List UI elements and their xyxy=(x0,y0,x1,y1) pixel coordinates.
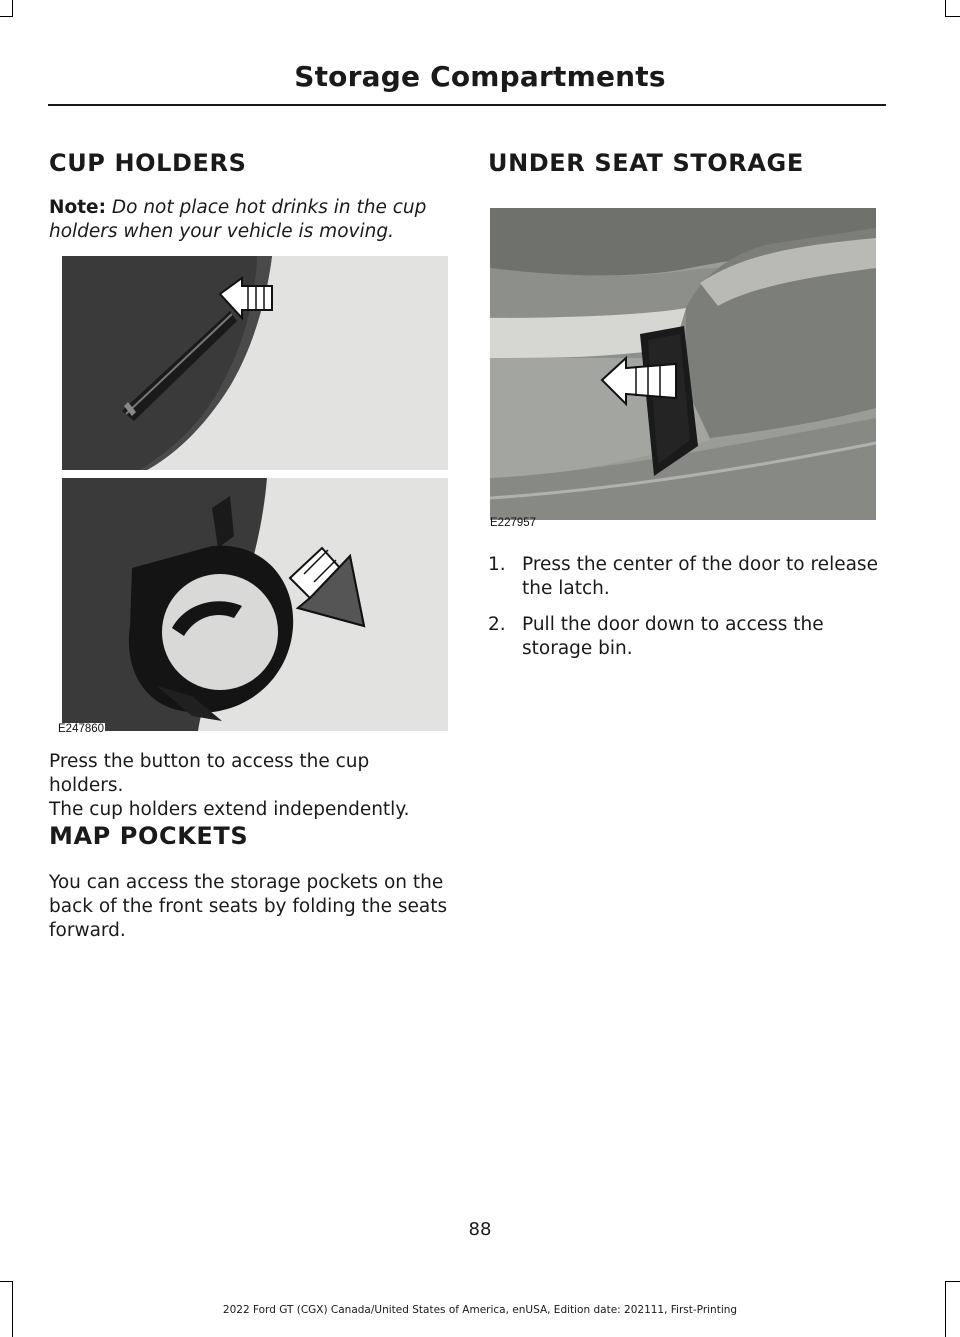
step-number: 1. xyxy=(488,554,506,575)
note-text: Do not place hot drinks in the cup holders when your vehicle is moving. xyxy=(49,197,427,242)
figure-code: E247860 xyxy=(58,723,105,735)
figure-code: E227957 xyxy=(490,517,537,529)
map-pockets-section xyxy=(49,822,449,943)
cup-holders-text-1: Press the button to access the cup holders. xyxy=(49,751,370,796)
step-number: 2. xyxy=(488,614,506,635)
list-item xyxy=(488,553,888,601)
cup-holders-section xyxy=(49,140,449,244)
cup-holders-heading: CUP HOLDERS xyxy=(49,149,247,177)
note-label: Note: xyxy=(49,197,106,218)
page-number: 88 xyxy=(468,1219,492,1240)
list-item xyxy=(488,613,888,661)
crop-mark xyxy=(945,1281,960,1282)
footer-text: 2022 Ford GT (CGX) Canada/United States of America, enUSA, Edition date: 202111, First-Printing xyxy=(222,1304,738,1316)
cup-holders-note xyxy=(49,196,449,244)
crop-mark xyxy=(12,0,13,17)
cup-holder-figure xyxy=(58,256,448,735)
map-pockets-text: You can access the storage pockets on the back of the front seats by folding the seats forward. xyxy=(49,872,448,941)
step-text: Pull the door down to access the storage bin. xyxy=(522,614,824,659)
cup-holders-body xyxy=(49,750,449,822)
crop-mark xyxy=(945,16,960,17)
crop-mark xyxy=(0,1281,13,1282)
cup-holder-illustration xyxy=(62,256,448,731)
under-seat-illustration xyxy=(490,208,876,520)
under-seat-steps xyxy=(488,553,888,673)
cup-holders-text-2: The cup holders extend independently. xyxy=(49,799,410,820)
page-title: Storage Compartments xyxy=(294,60,666,93)
under-seat-section xyxy=(488,140,888,177)
crop-mark xyxy=(945,0,946,17)
crop-mark xyxy=(0,16,13,17)
under-seat-heading: UNDER SEAT STORAGE xyxy=(488,149,804,177)
map-pockets-heading: MAP POCKETS xyxy=(49,822,249,850)
under-seat-figure xyxy=(490,208,876,529)
step-text: Press the center of the door to release the latch. xyxy=(522,554,878,599)
header-rule xyxy=(48,104,886,106)
